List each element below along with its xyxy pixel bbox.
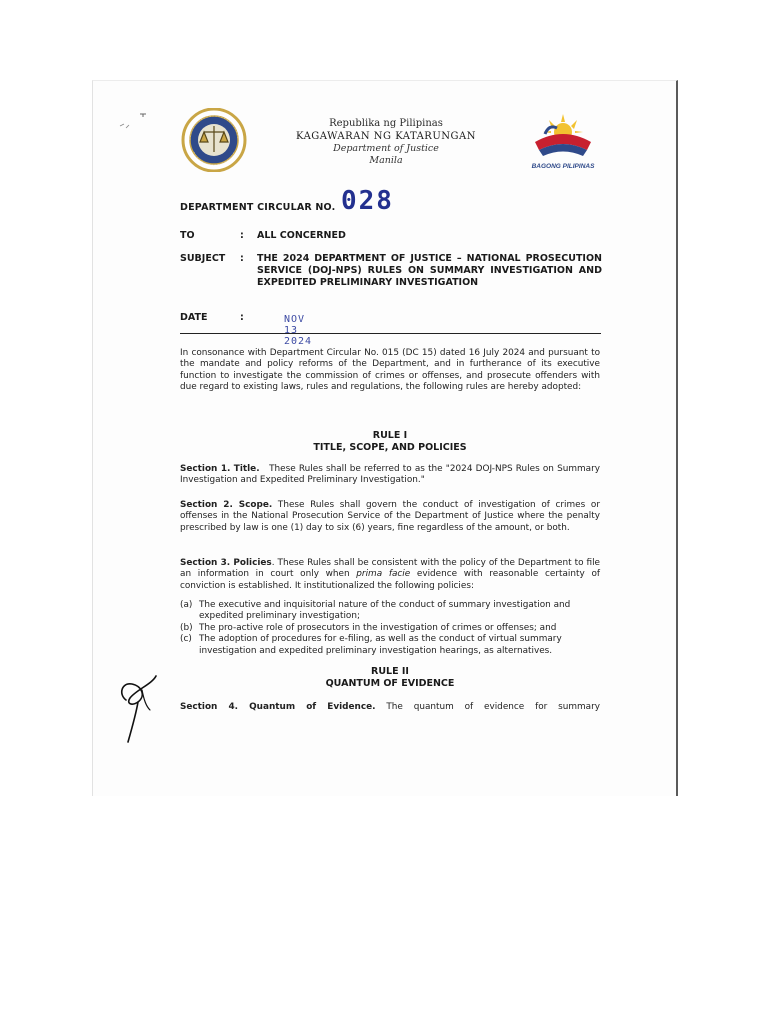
list-marker: (a)	[180, 600, 193, 610]
rule-1-title: TITLE, SCOPE, AND POLICIES	[313, 442, 467, 453]
section-2-text: These Rules shall govern the conduct of investigation of crimes or offenses in the National Prosecution Service of the Department of Justice where the penalty prescribed by law is one (1) day to six (6) years, fine regardless of the amount, or both.	[180, 500, 600, 533]
to-value: ALL CONCERNED	[257, 230, 346, 241]
section-1-text: These Rules shall be referred to as the "2024 DOJ-NPS Rules on Summary Investigation and Expedited Preliminary Investigation."	[180, 464, 600, 486]
department-name-filipino: KAGAWARAN NG KATARUNGAN	[296, 131, 476, 142]
to-colon: :	[240, 230, 244, 241]
date-colon: :	[240, 312, 244, 323]
rule-2-heading	[180, 666, 600, 690]
intro-paragraph: In consonance with Department Circular No. 015 (DC 15) dated 16 July 2024 and pursuant to the mandate and policy reforms of the Department, and in furtherance of its executive function to investigate the commission of crimes or offenses, and prosecute offenders with due regard to existing laws, rules and regulations, the following rules are hereby adopted:	[180, 348, 600, 393]
section-3-text-before: . These Rules shall be consistent with the policy of the Department to file an information in court only when	[180, 558, 600, 580]
rule-1-number: RULE I	[372, 430, 408, 441]
section-4-title: Section 4. Quantum of Evidence.	[180, 702, 376, 712]
section-1-title: Section 1. Title.	[180, 464, 260, 474]
department-location: Manila	[369, 155, 403, 166]
list-item-text: The executive and inquisitorial nature of the conduct of summary investigation and expedited preliminary investigation;	[199, 600, 571, 622]
rule-2-title: QUANTUM OF EVIDENCE	[325, 678, 455, 689]
list-item	[180, 623, 602, 634]
handwritten-signature	[112, 670, 164, 746]
list-item-text: The adoption of procedures for e-filing, as well as the conduct of virtual summary investigation and expedited preliminary investigation hearings, as alternatives.	[199, 634, 562, 656]
circular-number: 028	[341, 186, 394, 216]
to-label: TO	[180, 230, 195, 241]
subject-colon: :	[240, 253, 244, 264]
bagong-pilipinas-logo	[525, 108, 601, 172]
list-item	[180, 634, 602, 657]
letterhead	[272, 118, 500, 167]
date-label: DATE	[180, 312, 208, 323]
list-item-text: The pro-active role of prosecutors in the investigation of crimes or offenses; and	[199, 622, 557, 633]
section-3	[180, 558, 600, 592]
list-marker: (c)	[180, 634, 192, 645]
section-3-text-italic: prima facie	[356, 569, 411, 580]
section-1	[180, 464, 600, 487]
list-item	[180, 600, 602, 623]
republic-name: Republika ng Pilipinas	[329, 118, 443, 129]
section-3-text-after: evidence with reasonable certainty of conviction is established. It institutionalized the following policies:	[180, 569, 600, 591]
list-marker: (b)	[180, 622, 193, 633]
header-divider	[180, 333, 601, 334]
subject-label: SUBJECT	[180, 253, 226, 264]
section-4-text: The quantum of evidence for summary	[386, 702, 600, 712]
bagong-pilipinas-caption: BAGONG PILIPINAS	[531, 163, 595, 170]
policy-list	[180, 600, 602, 657]
rule-2-number: RULE II	[371, 666, 409, 677]
section-4	[180, 702, 600, 713]
rule-1-heading	[180, 430, 600, 454]
department-name-english: Department of Justice	[333, 143, 439, 154]
section-2-title: Section 2. Scope.	[180, 500, 273, 510]
section-3-title: Section 3. Policies	[180, 558, 272, 568]
margin-mark	[116, 110, 156, 134]
subject-value: THE 2024 DEPARTMENT OF JUSTICE – NATIONAL PROSECUTION SERVICE (DOJ-NPS) RULES ON SUMMARY INVESTIGATION AND EXPEDITED PRELIMINARY INVESTIGATION	[257, 253, 602, 288]
section-2	[180, 500, 600, 534]
doj-seal-logo	[176, 108, 252, 172]
circular-label: DEPARTMENT CIRCULAR NO.	[180, 202, 336, 213]
date-stamp: NOV 13 2024	[284, 314, 313, 347]
